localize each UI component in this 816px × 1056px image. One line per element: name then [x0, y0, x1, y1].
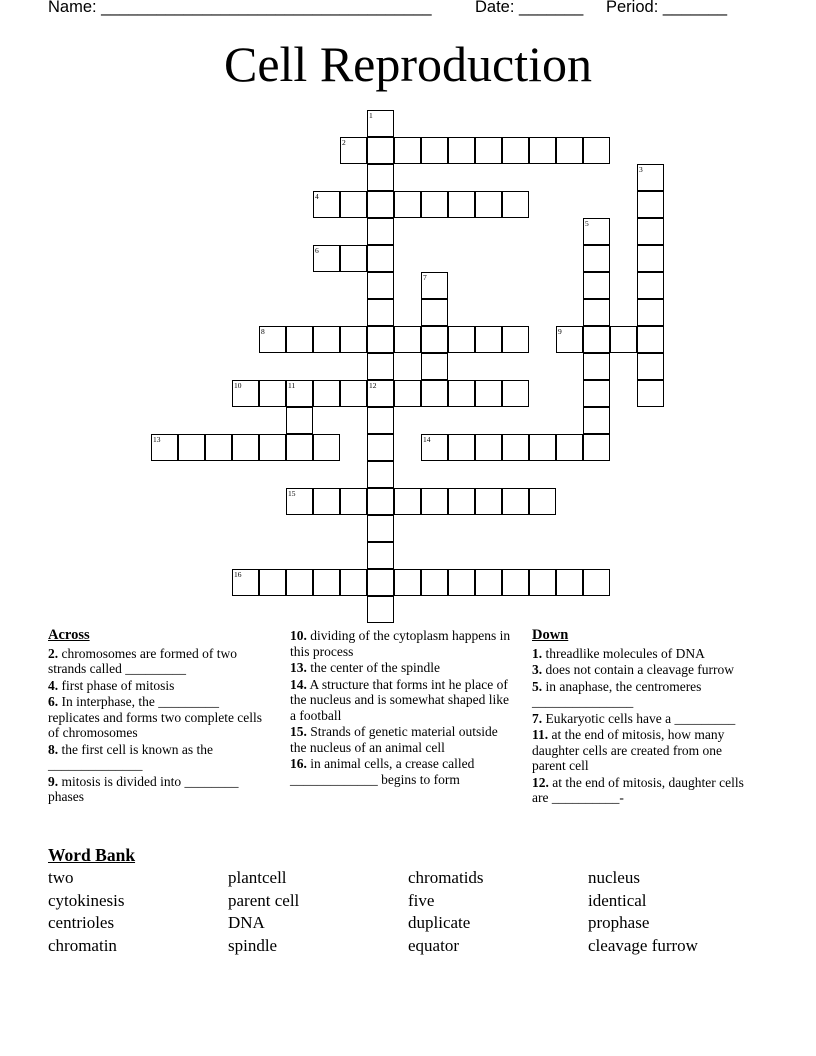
crossword-cell[interactable]	[502, 569, 529, 596]
crossword-cell[interactable]	[529, 434, 556, 461]
clue-number: 9	[558, 327, 562, 336]
clue-number: 3	[639, 165, 643, 174]
clue-down-3: 3. does not contain a cleavage furrow	[532, 662, 735, 677]
word-bank-entry: nucleus	[588, 868, 640, 887]
crossword-cell[interactable]	[475, 488, 502, 515]
crossword-cell[interactable]	[637, 218, 664, 245]
crossword-cell[interactable]	[448, 488, 475, 515]
crossword-cell[interactable]	[529, 488, 556, 515]
crossword-cell[interactable]	[367, 488, 394, 515]
crossword-cell[interactable]	[637, 353, 664, 380]
crossword-cell[interactable]	[259, 326, 286, 353]
crossword-cell[interactable]	[313, 488, 340, 515]
crossword-cell[interactable]	[583, 218, 610, 245]
crossword-cell[interactable]	[583, 353, 610, 380]
clue-number: 5	[585, 219, 589, 228]
crossword-cell[interactable]	[340, 191, 367, 218]
crossword-cell[interactable]	[313, 191, 340, 218]
crossword-cell[interactable]	[583, 326, 610, 353]
crossword-cell[interactable]	[583, 272, 610, 299]
crossword-cell[interactable]	[367, 299, 394, 326]
crossword-cell[interactable]	[367, 542, 394, 569]
across-clues-column-2	[290, 628, 515, 788]
crossword-cell[interactable]	[286, 326, 313, 353]
across-heading: Across	[48, 627, 90, 643]
crossword-cell[interactable]	[367, 353, 394, 380]
crossword-cell[interactable]	[340, 380, 367, 407]
clue-number: 2	[342, 138, 346, 147]
word-bank-entry: identical	[588, 890, 647, 910]
crossword-cell[interactable]	[340, 137, 367, 164]
word-bank-entry: centrioles	[48, 913, 115, 933]
clue-across-16: 16. in animal cells, a crease called _____________ begins to form	[290, 756, 475, 787]
crossword-cell[interactable]	[367, 164, 394, 191]
clue-across-4: 4. first phase of mitosis	[48, 677, 175, 693]
clue-across-15: 15. Strands of genetic material outside the nucleus of an animal cell	[290, 724, 498, 755]
crossword-cell[interactable]	[583, 299, 610, 326]
crossword-cell[interactable]	[556, 326, 583, 353]
clue-number: 11	[288, 381, 296, 390]
down-clues-column	[532, 628, 757, 807]
crossword-cell[interactable]	[502, 137, 529, 164]
word-bank-column	[588, 867, 768, 957]
crossword-cell[interactable]	[502, 488, 529, 515]
crossword-cell[interactable]	[367, 137, 394, 164]
crossword-cell[interactable]	[394, 380, 421, 407]
crossword-cell[interactable]	[367, 461, 394, 488]
crossword-cell[interactable]	[502, 380, 529, 407]
word-bank-entry: duplicate	[408, 913, 471, 933]
crossword-cell[interactable]	[367, 380, 394, 407]
crossword-cell[interactable]	[367, 569, 394, 596]
crossword-cell[interactable]	[475, 380, 502, 407]
crossword-cell[interactable]	[394, 137, 421, 164]
clue-across-10: 10. dividing of the cytoplasm happens in this process	[290, 628, 511, 659]
crossword-cell[interactable]	[259, 434, 286, 461]
crossword-cell[interactable]	[340, 245, 367, 272]
clue-across-8: 8. the first cell is known as the ______________	[48, 741, 213, 772]
crossword-cell[interactable]	[637, 272, 664, 299]
crossword-cell[interactable]	[475, 137, 502, 164]
crossword-cell[interactable]	[421, 137, 448, 164]
crossword-cell[interactable]	[367, 110, 394, 137]
clue-number: 14	[423, 435, 431, 444]
crossword-cell[interactable]	[421, 326, 448, 353]
crossword-cell[interactable]	[583, 245, 610, 272]
clue-number: 8	[261, 327, 265, 336]
crossword-cell[interactable]	[394, 569, 421, 596]
clue-down-1: 1. threadlike molecules of DNA	[532, 645, 705, 661]
crossword-cell[interactable]	[286, 380, 313, 407]
crossword-cell[interactable]	[448, 137, 475, 164]
crossword-cell[interactable]	[394, 488, 421, 515]
crossword-cell[interactable]	[583, 137, 610, 164]
crossword-cell[interactable]	[340, 569, 367, 596]
crossword-cell[interactable]	[367, 515, 394, 542]
word-bank-column	[408, 867, 588, 957]
clue-across-14: 14. A structure that forms int he place of the nucleus and is somewhat shaped like a football	[290, 676, 509, 723]
crossword-cell[interactable]	[448, 380, 475, 407]
word-bank-heading: Word Bank	[48, 845, 136, 865]
clue-number: 6	[315, 246, 319, 255]
crossword-cell[interactable]	[448, 434, 475, 461]
clue-number: 15	[288, 489, 296, 498]
crossword-cell[interactable]	[421, 191, 448, 218]
word-bank-entry: plantcell	[228, 868, 287, 887]
word-bank-entry: prophase	[588, 913, 650, 933]
crossword-cell[interactable]	[475, 326, 502, 353]
clue-number: 10	[234, 381, 242, 390]
crossword-cell[interactable]	[583, 380, 610, 407]
crossword-cell[interactable]	[637, 245, 664, 272]
crossword-cell[interactable]	[286, 488, 313, 515]
crossword-cell[interactable]	[394, 326, 421, 353]
crossword-cell[interactable]	[556, 434, 583, 461]
crossword-cell[interactable]	[340, 326, 367, 353]
crossword-cell[interactable]	[475, 434, 502, 461]
crossword-cell[interactable]	[232, 380, 259, 407]
crossword-cell[interactable]	[583, 407, 610, 434]
crossword-cell[interactable]	[367, 191, 394, 218]
word-bank-entry: chromatids	[408, 868, 484, 887]
crossword-cell[interactable]	[367, 596, 394, 623]
crossword-cell[interactable]	[448, 191, 475, 218]
clue-across-13: 13. the center of the spindle	[290, 660, 440, 675]
crossword-cell[interactable]	[529, 569, 556, 596]
crossword-cell[interactable]	[421, 488, 448, 515]
crossword-cell[interactable]	[313, 569, 340, 596]
word-bank-entry: two	[48, 868, 74, 887]
crossword-cell[interactable]	[637, 191, 664, 218]
crossword-cell[interactable]	[475, 191, 502, 218]
crossword-cell[interactable]	[421, 569, 448, 596]
clue-down-12: 12. at the end of mitosis, daughter cells are __________-	[532, 774, 744, 805]
crossword-cell[interactable]	[610, 326, 637, 353]
word-bank-column	[228, 867, 408, 957]
crossword-cell[interactable]	[421, 380, 448, 407]
crossword-cell[interactable]	[637, 380, 664, 407]
crossword-cell[interactable]	[313, 380, 340, 407]
crossword-cell[interactable]	[448, 326, 475, 353]
crossword-cell[interactable]	[637, 326, 664, 353]
crossword-cell[interactable]	[637, 164, 664, 191]
crossword-cell[interactable]	[313, 434, 340, 461]
crossword-cell[interactable]	[367, 434, 394, 461]
crossword-cell[interactable]	[583, 569, 610, 596]
crossword-cell[interactable]	[286, 434, 313, 461]
crossword-cell[interactable]	[421, 272, 448, 299]
crossword-cell[interactable]	[556, 569, 583, 596]
crossword-cell[interactable]	[502, 191, 529, 218]
clue-across-2: 2. chromosomes are formed of two strands called _________	[48, 645, 237, 676]
period-field-label: Period: _______	[606, 0, 728, 16]
crossword-cell[interactable]	[448, 569, 475, 596]
crossword-cell[interactable]	[259, 380, 286, 407]
crossword-cell[interactable]	[340, 488, 367, 515]
crossword-cell[interactable]	[475, 569, 502, 596]
crossword-cell[interactable]	[151, 434, 178, 461]
crossword-cell[interactable]	[529, 137, 556, 164]
crossword-cell[interactable]	[205, 434, 232, 461]
crossword-cell[interactable]	[313, 326, 340, 353]
word-bank-entry: equator	[408, 935, 459, 955]
word-bank-column	[48, 867, 228, 957]
word-bank-entry: spindle	[228, 935, 278, 955]
page-title: Cell Reproduction	[224, 36, 592, 92]
crossword-cell[interactable]	[421, 434, 448, 461]
crossword-cell[interactable]	[583, 434, 610, 461]
crossword-cell[interactable]	[556, 137, 583, 164]
word-bank-entry: cleavage furrow	[588, 935, 698, 955]
clue-number: 4	[315, 192, 319, 201]
clue-across-6: 6. In interphase, the _________ replicates and forms two complete cells of chromosomes	[48, 694, 263, 740]
crossword-cell[interactable]	[232, 569, 259, 596]
clue-number: 12	[369, 381, 377, 390]
crossword-cell[interactable]	[367, 326, 394, 353]
crossword-cell[interactable]	[421, 353, 448, 380]
crossword-cell[interactable]	[232, 434, 259, 461]
name-field-label: Name: ____________________________________	[48, 0, 432, 16]
crossword-cell[interactable]	[637, 299, 664, 326]
word-bank-entry: cytokinesis	[48, 890, 125, 910]
word-bank-entry: five	[408, 890, 435, 910]
crossword-cell[interactable]	[502, 326, 529, 353]
word-bank-entry: DNA	[228, 913, 265, 933]
clue-number: 1	[369, 111, 373, 120]
crossword-cell[interactable]	[286, 407, 313, 434]
crossword-cell[interactable]	[259, 569, 286, 596]
clue-number: 13	[153, 435, 161, 444]
crossword-cell[interactable]	[313, 245, 340, 272]
crossword-cell[interactable]	[367, 245, 394, 272]
crossword-cell[interactable]	[367, 272, 394, 299]
crossword-cell[interactable]	[502, 434, 529, 461]
clue-number: 16	[234, 570, 242, 579]
down-heading: Down	[532, 627, 569, 643]
crossword-cell[interactable]	[421, 299, 448, 326]
crossword-cell[interactable]	[286, 569, 313, 596]
clue-down-7: 7. Eukaryotic cells have a _________	[532, 710, 736, 726]
date-field-label: Date: _______	[475, 0, 584, 16]
clue-down-5: 5. in anaphase, the centromeres _______________	[532, 678, 702, 709]
crossword-cell[interactable]	[394, 191, 421, 218]
word-bank-entry: chromatin	[48, 935, 117, 955]
clue-down-11: 11. at the end of mitosis, how many daughter cells are created from one parent cell	[532, 727, 725, 773]
word-bank-entry: parent cell	[228, 890, 300, 910]
across-clues-column-1	[48, 628, 268, 806]
crossword-cell[interactable]	[367, 407, 394, 434]
crossword-cell[interactable]	[178, 434, 205, 461]
clue-across-9: 9. mitosis is divided into ________ phases	[48, 773, 239, 804]
clue-number: 7	[423, 273, 427, 282]
crossword-cell[interactable]	[367, 218, 394, 245]
